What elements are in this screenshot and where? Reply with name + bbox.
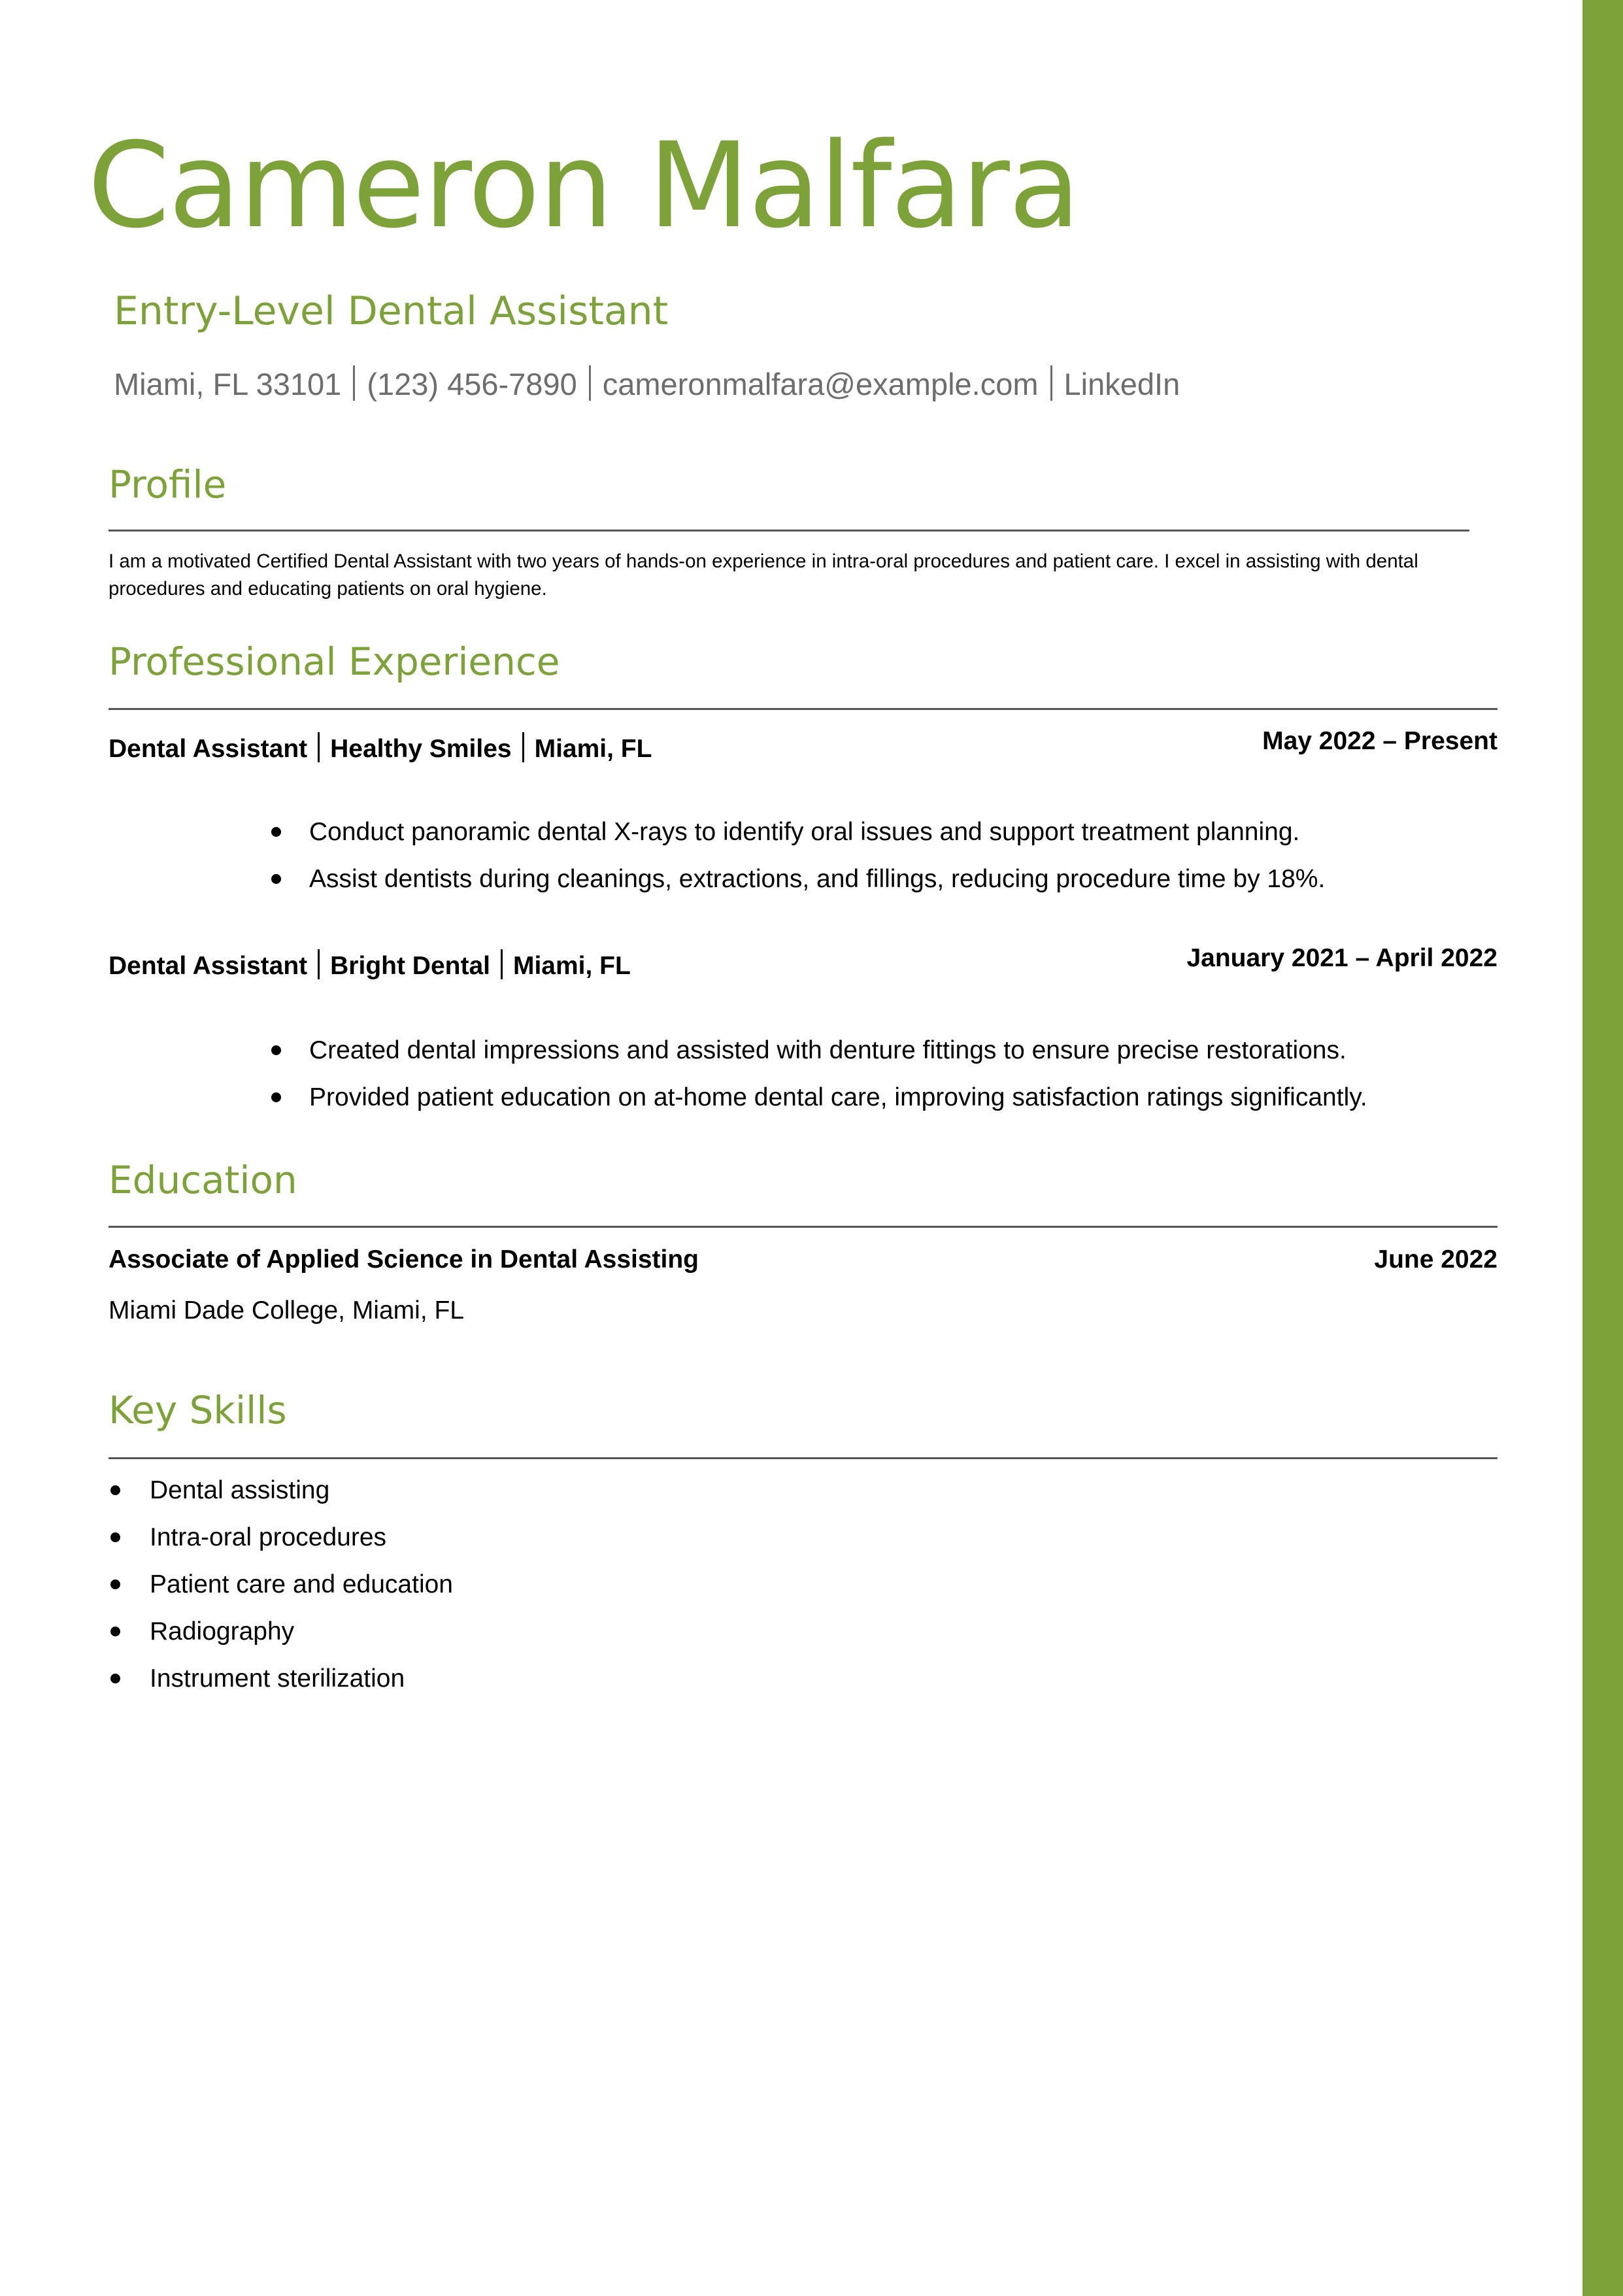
contact-linkedin-link[interactable]: LinkedIn <box>1063 367 1180 401</box>
separator <box>589 365 591 401</box>
contact-location: Miami, FL 33101 <box>114 367 342 401</box>
job-bullet-list <box>309 1038 1367 1110</box>
section-divider <box>109 530 1469 532</box>
list-item <box>309 866 1325 892</box>
bullet-icon <box>110 1579 120 1589</box>
skill-text: Dental assisting <box>150 1476 330 1504</box>
job-role: Dental Assistant <box>109 952 308 980</box>
list-item <box>150 1525 453 1550</box>
list-item <box>309 819 1325 845</box>
job-header <box>109 944 1498 982</box>
list-item <box>309 1085 1367 1110</box>
contact-line <box>114 365 1180 401</box>
bullet-icon <box>271 827 281 837</box>
section-heading-profile: Profile <box>109 462 227 507</box>
list-item <box>309 1038 1367 1063</box>
section-heading-skills: Key Skills <box>109 1388 287 1432</box>
section-divider <box>109 1457 1498 1459</box>
bullet-icon <box>110 1627 120 1636</box>
skill-text: Patient care and education <box>150 1570 454 1598</box>
separator <box>318 949 320 979</box>
list-item <box>150 1666 453 1691</box>
job-header <box>109 727 1498 765</box>
candidate-name: Cameron Malfara <box>88 118 1080 254</box>
job-location: Miami, FL <box>512 952 631 980</box>
skills-list <box>150 1477 453 1691</box>
bullet-icon <box>271 1092 281 1102</box>
list-item <box>150 1477 453 1503</box>
bullet-text: Created dental impressions and assisted with denture fittings to ensure precise restorations. <box>309 1036 1347 1064</box>
bullet-icon <box>271 1045 281 1055</box>
education-date: June 2022 <box>1374 1245 1498 1274</box>
job-meta <box>109 732 652 762</box>
bullet-text: Assist dentists during cleanings, extractions, and fillings, reducing procedure time by 18%. <box>309 865 1326 893</box>
job-company: Bright Dental <box>330 952 490 980</box>
bullet-text: Provided patient education on at-home dental care, improving satisfaction ratings significantly. <box>309 1083 1367 1111</box>
education-degree: Associate of Applied Science in Dental Assisting <box>109 1245 699 1274</box>
bullet-icon <box>271 874 281 884</box>
profile-summary: I am a motivated Certified Dental Assistant with two years of hands-on experience in intra-oral procedures and patient care. I excel in assisting with dental procedures and educating patients on oral hygiene. <box>109 550 1418 599</box>
list-item <box>150 1619 453 1644</box>
contact-email[interactable]: cameronmalfara@example.com <box>602 367 1039 401</box>
job-meta <box>109 949 631 979</box>
separator <box>353 365 355 401</box>
bullet-icon <box>110 1532 120 1542</box>
job-title: Entry-Level Dental Assistant <box>114 288 669 334</box>
separator <box>501 949 503 979</box>
contact-phone: (123) 456-7890 <box>367 367 577 401</box>
section-heading-education: Education <box>109 1158 297 1202</box>
skill-text: Radiography <box>150 1617 295 1646</box>
separator <box>318 732 320 762</box>
skill-text: Instrument sterilization <box>150 1664 405 1693</box>
skill-text: Intra-oral procedures <box>150 1523 387 1551</box>
job-location: Miami, FL <box>534 735 652 763</box>
separator <box>522 732 524 762</box>
job-dates: January 2021 – April 2022 <box>1186 944 1498 972</box>
accent-sidebar-bar <box>1582 0 1623 2296</box>
section-heading-experience: Professional Experience <box>109 639 560 684</box>
bullet-icon <box>110 1674 120 1683</box>
separator <box>1050 365 1052 401</box>
bullet-icon <box>110 1485 120 1495</box>
job-bullet-list <box>309 819 1325 892</box>
section-divider <box>109 1226 1498 1228</box>
education-school: Miami Dade College, Miami, FL <box>109 1296 465 1325</box>
bullet-text: Conduct panoramic dental X-rays to identify oral issues and support treatment planning. <box>309 818 1300 846</box>
list-item <box>150 1572 453 1597</box>
job-company: Healthy Smiles <box>330 735 512 763</box>
job-role: Dental Assistant <box>109 735 308 763</box>
section-divider <box>109 708 1498 710</box>
job-dates: May 2022 – Present <box>1262 727 1498 755</box>
